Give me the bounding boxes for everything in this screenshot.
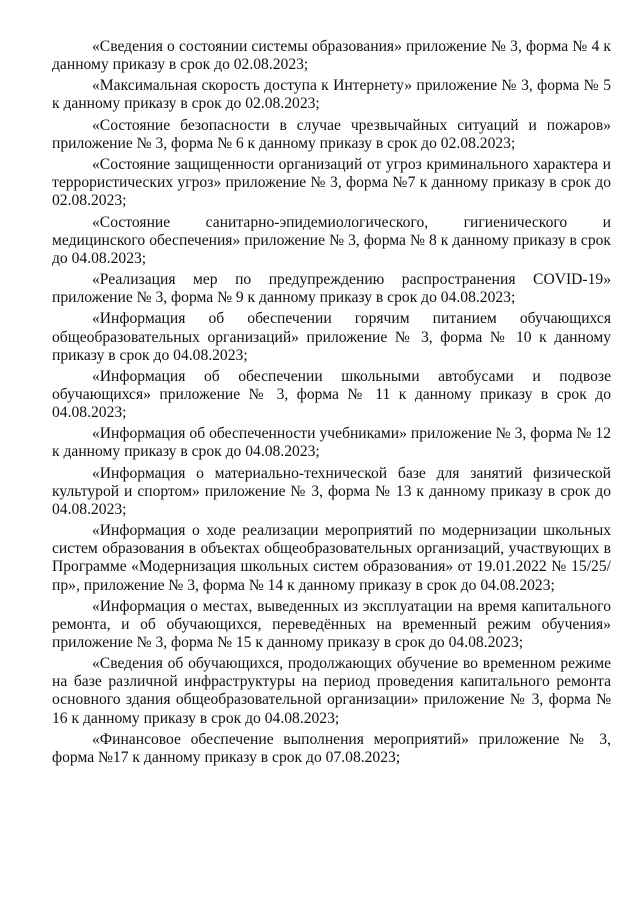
paragraph-form-16: «Сведения об обучающихся, продолжающих обучение во временном режиме на базе различной инфраструктуры на период проведения капитального ремонта основного здания общеобразовательной организации» приложение № 3, форма № 16 к данному приказу в срок до 04.08.2023; bbox=[52, 655, 611, 727]
paragraph-form-7: «Состояние защищенности организаций от угроз криминального характера и террористических угроз» приложение № 3, форма №7 к данному приказу в срок до 02.08.2023; bbox=[52, 156, 611, 210]
paragraph-form-17: «Финансовое обеспечение выполнения мероприятий» приложение № 3, форма №17 к данному приказу в срок до 07.08.2023; bbox=[52, 730, 611, 766]
paragraph-form-4: «Сведения о состоянии системы образования» приложение № 3, форма № 4 к данному приказу в срок до 02.08.2023; bbox=[52, 38, 611, 74]
paragraph-form-11: «Информация об обеспечении школьными автобусами и подвозе обучающихся» приложение № 3, форма № 11 к данному приказу в срок до 04.08.2023; bbox=[52, 367, 611, 422]
paragraph-form-12: «Информация об обеспеченности учебниками» приложение № 3, форма № 12 к данному приказу в срок до 04.08.2023; bbox=[52, 425, 611, 461]
paragraph-form-9: «Реализация мер по предупреждению распространения COVID-19» приложение № 3, форма № 9 к данному приказу в срок до 04.08.2023; bbox=[52, 271, 611, 307]
paragraph-form-5: «Максимальная скорость доступа к Интернету» приложение № 3, форма № 5 к данному приказу в срок до 02.08.2023; bbox=[52, 77, 611, 113]
paragraph-form-13: «Информация о материально-технической базе для занятий физической культурой и спортом» приложение № 3, форма № 13 к данному приказу в срок до 04.08.2023; bbox=[52, 464, 611, 518]
paragraph-form-6: «Состояние безопасности в случае чрезвычайных ситуаций и пожаров» приложение № 3, форма № 6 к данному приказу в срок до 02.08.2023; bbox=[52, 116, 611, 152]
paragraph-form-8: «Состояние санитарно-эпидемиологического, гигиенического и медицинского обеспечения» приложение № 3, форма № 8 к данному приказу в срок до 04.08.2023; bbox=[52, 213, 611, 267]
paragraph-form-10: «Информация об обеспечении горячим питанием обучающихся общеобразовательных организаций» приложение № 3, форма № 10 к данному приказу в срок до 04.08.2023; bbox=[52, 310, 611, 364]
document-page bbox=[52, 38, 611, 770]
paragraph-form-14: «Информация о ходе реализации мероприятий по модернизации школьных систем образования в объектах общеобразовательных организаций, участвующих в Программе «Модернизация школьных систем образования» от 19.01.2022 № 15/25/пр», приложение № 3, форма № 14 к данному приказу в срок до 04.08.2023; bbox=[52, 522, 611, 594]
paragraph-form-15: «Информация о местах, выведенных из эксплуатации на время капитального ремонта, и об обучающихся, переведённых на временный режим обучения» приложение № 3, форма № 15 к данному приказу в срок до 04.08.2023; bbox=[52, 597, 611, 651]
